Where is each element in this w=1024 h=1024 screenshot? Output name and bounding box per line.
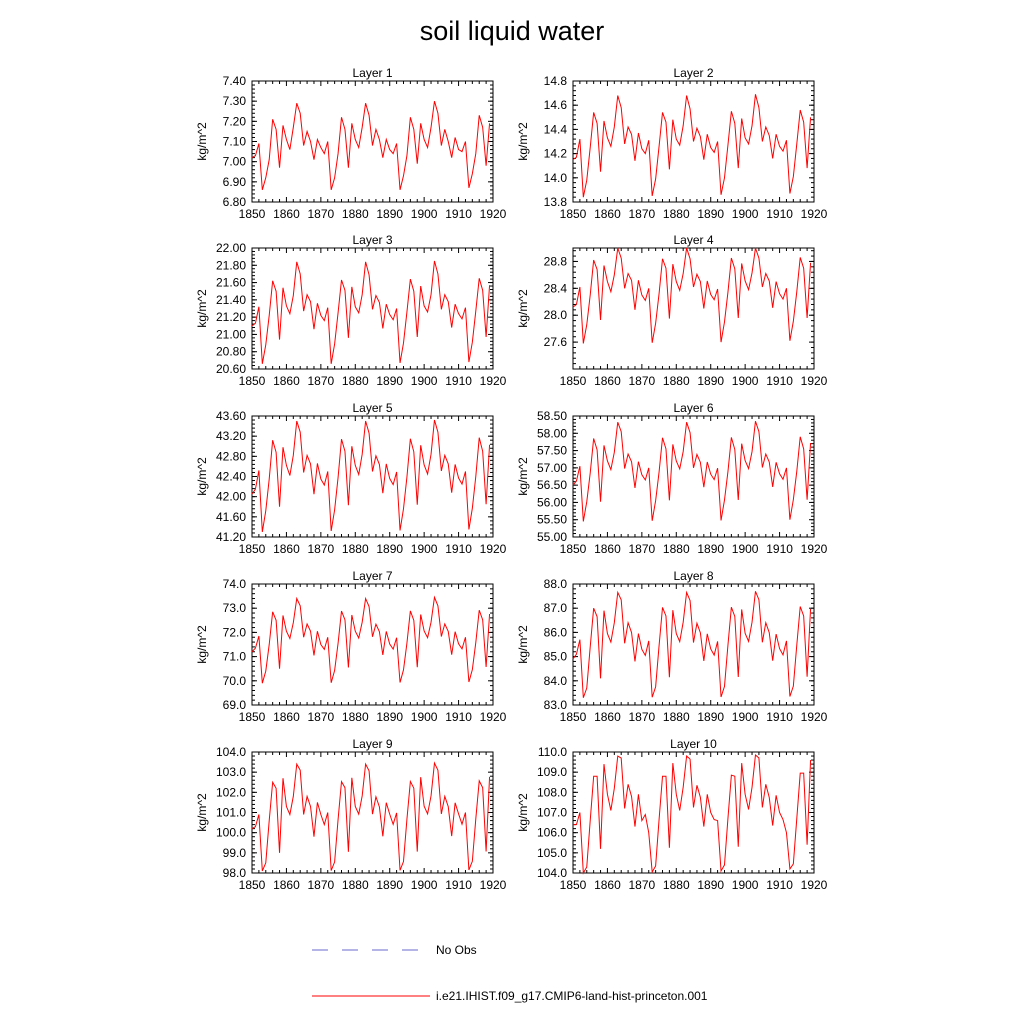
y-tick-label: 87.0 (543, 601, 567, 616)
x-tick-label: 1920 (800, 374, 828, 388)
y-tick-label: 28.0 (543, 308, 567, 323)
x-tick-label: 1860 (273, 710, 300, 724)
x-tick-label: 1850 (559, 542, 587, 556)
x-tick-label: 1870 (628, 542, 656, 556)
y-tick-label: 56.00 (536, 495, 567, 510)
x-tick-label: 1910 (445, 207, 472, 221)
x-tick-label: 1890 (697, 710, 725, 724)
y-tick-label: 6.80 (222, 195, 246, 209)
x-tick-label: 1860 (273, 878, 300, 892)
y-axis-label: kg/m^2 (195, 289, 209, 328)
panel-layer-4 (516, 233, 828, 388)
x-tick-label: 1900 (731, 374, 759, 388)
y-tick-label: 7.20 (222, 114, 246, 129)
legend (312, 943, 708, 1003)
panel-layer-9 (195, 737, 507, 892)
y-axis-label: kg/m^2 (516, 122, 530, 161)
y-tick-label: 55.00 (536, 530, 567, 544)
y-tick-label: 20.60 (215, 362, 246, 376)
x-tick-label: 1850 (559, 374, 587, 388)
x-tick-label: 1910 (445, 710, 472, 724)
panel-layer-2 (516, 66, 828, 221)
x-tick-label: 1850 (559, 878, 587, 892)
y-tick-label: 21.60 (215, 275, 246, 290)
panel-title: Layer 10 (670, 737, 717, 751)
x-tick-label: 1850 (559, 710, 587, 724)
panel-layer-7 (195, 569, 507, 724)
panel-title: Layer 9 (352, 737, 393, 751)
y-axis-label: kg/m^2 (195, 122, 209, 161)
plot-frame (573, 584, 814, 705)
panel-title: Layer 1 (352, 66, 393, 80)
y-tick-label: 42.00 (215, 489, 246, 504)
x-tick-label: 1920 (800, 710, 828, 724)
panel-layer-3 (195, 233, 507, 388)
y-tick-label: 103.0 (215, 765, 246, 780)
y-tick-label: 28.4 (543, 281, 567, 296)
x-tick-label: 1870 (307, 374, 335, 388)
x-tick-label: 1880 (341, 374, 369, 388)
plot-frame (252, 584, 493, 705)
x-tick-label: 1860 (594, 710, 621, 724)
y-tick-label: 43.60 (215, 409, 246, 423)
y-axis-label: kg/m^2 (195, 793, 209, 832)
y-tick-label: 107.0 (536, 805, 567, 820)
x-tick-label: 1890 (697, 542, 725, 556)
x-tick-label: 1880 (662, 374, 690, 388)
x-tick-label: 1920 (479, 710, 507, 724)
y-tick-label: 14.8 (543, 74, 567, 88)
y-tick-label: 56.50 (536, 478, 567, 493)
plot-frame (573, 752, 814, 873)
panel-title: Layer 5 (352, 401, 393, 415)
x-tick-label: 1880 (662, 878, 690, 892)
x-tick-label: 1860 (594, 374, 621, 388)
x-tick-label: 1920 (479, 542, 507, 556)
y-axis-label: kg/m^2 (195, 625, 209, 664)
y-tick-label: 104.0 (536, 866, 567, 880)
x-tick-label: 1920 (800, 878, 828, 892)
x-tick-label: 1880 (662, 207, 690, 221)
x-tick-label: 1910 (766, 710, 793, 724)
x-tick-label: 1890 (697, 374, 725, 388)
x-tick-label: 1870 (307, 878, 335, 892)
x-tick-label: 1890 (697, 878, 725, 892)
x-tick-label: 1920 (479, 878, 507, 892)
x-tick-label: 1900 (410, 710, 438, 724)
x-tick-label: 1870 (628, 878, 656, 892)
panel-layer-8 (516, 569, 828, 724)
y-axis-label: kg/m^2 (516, 625, 530, 664)
x-tick-label: 1910 (766, 878, 793, 892)
series-line (252, 420, 490, 532)
y-tick-label: 41.60 (215, 509, 246, 524)
legend-label-1: No Obs (436, 943, 477, 957)
y-tick-label: 109.0 (536, 765, 567, 780)
series-line (573, 591, 811, 697)
x-tick-label: 1870 (307, 710, 335, 724)
x-tick-label: 1900 (410, 207, 438, 221)
y-tick-label: 100.0 (215, 825, 246, 840)
x-tick-label: 1890 (376, 710, 404, 724)
y-tick-label: 102.0 (215, 785, 246, 800)
y-tick-label: 14.6 (543, 98, 567, 113)
x-tick-label: 1860 (273, 542, 300, 556)
y-tick-label: 70.0 (222, 673, 246, 688)
panel-title: Layer 8 (673, 569, 714, 583)
panel-title: Layer 3 (352, 233, 393, 247)
x-tick-label: 1880 (341, 878, 369, 892)
series-line (573, 421, 811, 521)
series-line (252, 261, 490, 364)
y-tick-label: 42.40 (215, 469, 246, 484)
panel-layer-5 (195, 401, 507, 556)
x-tick-label: 1900 (731, 710, 759, 724)
y-tick-label: 105.0 (536, 845, 567, 860)
y-tick-label: 55.50 (536, 512, 567, 527)
x-tick-label: 1860 (594, 207, 621, 221)
series-line (252, 597, 490, 683)
x-tick-label: 1920 (479, 374, 507, 388)
x-tick-label: 1850 (238, 542, 266, 556)
x-tick-label: 1870 (307, 207, 335, 221)
x-tick-label: 1920 (800, 542, 828, 556)
y-tick-label: 98.0 (222, 866, 246, 880)
panel-layer-6 (516, 401, 828, 556)
legend-label-2: i.e21.IHIST.f09_g17.CMIP6-land-hist-princeton.001 (436, 989, 708, 1003)
x-tick-label: 1890 (376, 878, 404, 892)
y-tick-label: 21.00 (215, 327, 246, 342)
x-tick-label: 1890 (376, 374, 404, 388)
y-tick-label: 7.40 (222, 74, 246, 88)
x-tick-label: 1850 (238, 374, 266, 388)
y-tick-label: 7.30 (222, 94, 246, 109)
x-tick-label: 1910 (445, 374, 472, 388)
y-tick-label: 14.4 (543, 122, 567, 137)
y-tick-label: 20.80 (215, 344, 246, 359)
x-tick-label: 1900 (410, 878, 438, 892)
y-tick-label: 42.80 (215, 449, 246, 464)
x-tick-label: 1850 (238, 710, 266, 724)
x-tick-label: 1910 (445, 542, 472, 556)
panel-layer-10 (516, 737, 828, 892)
series-line (573, 755, 811, 873)
y-tick-label: 99.0 (222, 845, 246, 860)
x-tick-label: 1900 (731, 878, 759, 892)
x-tick-label: 1890 (376, 207, 404, 221)
y-tick-label: 22.00 (215, 241, 246, 255)
series-line (252, 763, 490, 871)
x-tick-label: 1900 (731, 207, 759, 221)
x-tick-label: 1860 (273, 207, 300, 221)
plot-frame (573, 416, 814, 537)
x-tick-label: 1850 (238, 207, 266, 221)
plot-frame (573, 248, 814, 369)
y-tick-label: 71.0 (222, 649, 246, 664)
x-tick-label: 1900 (731, 542, 759, 556)
y-axis-label: kg/m^2 (516, 457, 530, 496)
y-tick-label: 21.20 (215, 310, 246, 325)
x-tick-label: 1910 (445, 878, 472, 892)
panel-title: Layer 2 (673, 66, 714, 80)
y-tick-label: 13.8 (543, 195, 567, 209)
y-tick-label: 6.90 (222, 174, 246, 189)
y-tick-label: 69.0 (222, 698, 246, 712)
y-tick-label: 73.0 (222, 601, 246, 616)
y-tick-label: 85.0 (543, 649, 567, 664)
x-tick-label: 1910 (766, 374, 793, 388)
x-tick-label: 1880 (341, 542, 369, 556)
y-tick-label: 101.0 (215, 805, 246, 820)
plot-frame (252, 416, 493, 537)
y-tick-label: 21.40 (215, 292, 246, 307)
y-axis-label: kg/m^2 (516, 289, 530, 328)
x-tick-label: 1870 (628, 710, 656, 724)
y-tick-label: 57.00 (536, 460, 567, 475)
x-tick-label: 1880 (662, 710, 690, 724)
y-tick-label: 88.0 (543, 577, 567, 591)
y-tick-label: 28.8 (543, 254, 567, 269)
y-tick-label: 27.6 (543, 335, 567, 350)
y-tick-label: 7.00 (222, 154, 246, 169)
y-axis-label: kg/m^2 (516, 793, 530, 832)
x-tick-label: 1870 (628, 374, 656, 388)
panel-layer-1 (195, 66, 507, 221)
y-axis-label: kg/m^2 (195, 457, 209, 496)
y-tick-label: 86.0 (543, 625, 567, 640)
panel-title: Layer 7 (352, 569, 393, 583)
y-tick-label: 58.50 (536, 409, 567, 423)
y-tick-label: 84.0 (543, 673, 567, 688)
x-tick-label: 1850 (238, 878, 266, 892)
x-tick-label: 1920 (800, 207, 828, 221)
series-line (573, 94, 811, 197)
x-tick-label: 1880 (341, 207, 369, 221)
y-tick-label: 21.80 (215, 258, 246, 273)
y-tick-label: 14.2 (543, 146, 567, 161)
x-tick-label: 1880 (662, 542, 690, 556)
x-tick-label: 1860 (594, 542, 621, 556)
series-line (573, 248, 811, 343)
x-tick-label: 1880 (341, 710, 369, 724)
y-tick-label: 74.0 (222, 577, 246, 591)
x-tick-label: 1920 (479, 207, 507, 221)
series-line (252, 101, 490, 190)
y-tick-label: 110.0 (537, 745, 567, 759)
y-tick-label: 72.0 (222, 625, 246, 640)
x-tick-label: 1900 (410, 542, 438, 556)
y-tick-label: 106.0 (536, 825, 567, 840)
x-tick-label: 1900 (410, 374, 438, 388)
x-tick-label: 1910 (766, 207, 793, 221)
panel-title: Layer 6 (673, 401, 714, 415)
y-tick-label: 41.20 (215, 530, 246, 544)
y-tick-label: 108.0 (536, 785, 567, 800)
y-tick-label: 58.00 (536, 426, 567, 441)
y-tick-label: 7.10 (222, 134, 246, 149)
y-tick-label: 83.0 (543, 698, 567, 712)
y-tick-label: 104.0 (215, 745, 246, 759)
y-tick-label: 57.50 (536, 443, 567, 458)
x-tick-label: 1890 (376, 542, 404, 556)
chart-main-title: soil liquid water (419, 16, 605, 46)
x-tick-label: 1850 (559, 207, 587, 221)
x-tick-label: 1860 (594, 878, 621, 892)
x-tick-label: 1870 (628, 207, 656, 221)
y-tick-label: 14.0 (543, 170, 567, 185)
x-tick-label: 1890 (697, 207, 725, 221)
x-tick-label: 1860 (273, 374, 300, 388)
x-tick-label: 1870 (307, 542, 335, 556)
y-tick-label: 43.20 (215, 429, 246, 444)
x-tick-label: 1910 (766, 542, 793, 556)
panels-group (195, 66, 828, 892)
panel-title: Layer 4 (673, 233, 714, 247)
